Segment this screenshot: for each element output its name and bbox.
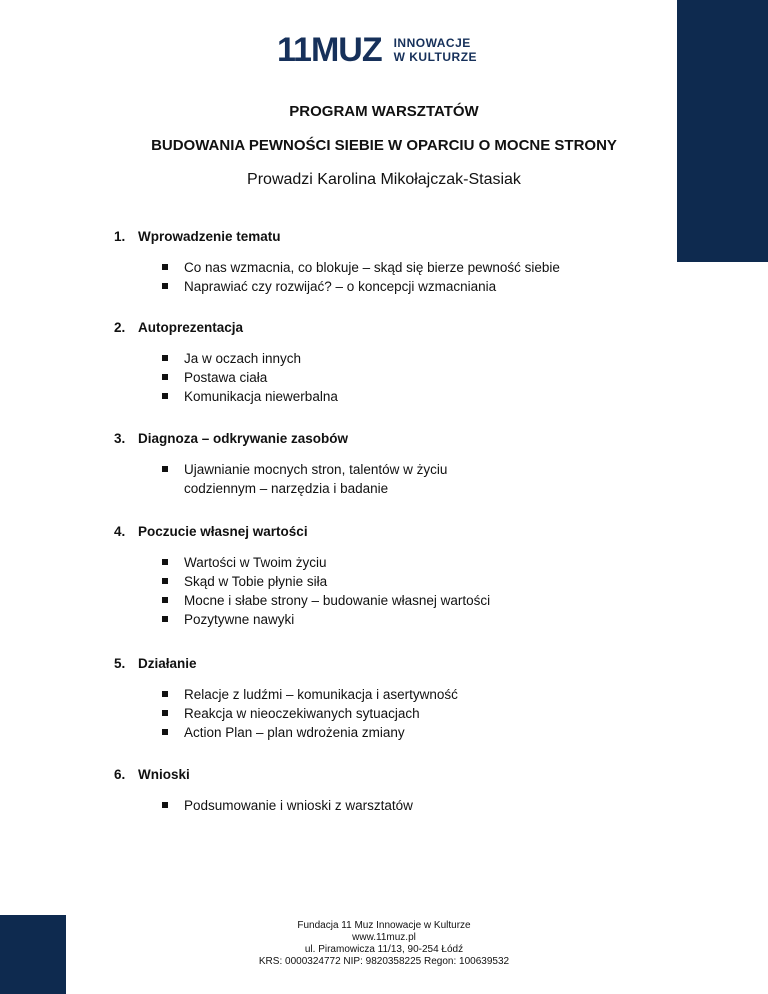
section-2 <box>114 320 654 406</box>
section-number: 6. <box>114 767 126 782</box>
footer <box>0 920 768 968</box>
decorative-band-top <box>677 0 768 262</box>
section-title: Diagnoza – odkrywanie zasobów <box>138 431 349 446</box>
section-title: Wnioski <box>138 767 190 782</box>
logo-tagline-line2: W KULTURZE <box>393 50 478 64</box>
list-item: Mocne i słabe strony – budowanie własnej wartości <box>162 591 654 610</box>
section-number: 1. <box>114 229 126 244</box>
page-title: PROGRAM WARSZTATÓW <box>289 103 479 120</box>
list-item: Naprawiać czy rozwijać? – o koncepcji wzmacniania <box>162 277 654 296</box>
list-item: Ujawnianie mocnych stron, talentów w życiu codziennym – narzędzia i badanie <box>162 460 502 498</box>
section-title: Poczucie własnej wartości <box>138 524 308 539</box>
footer-address: ul. Piramowicza 11/13, 90-254 Łódź <box>304 944 464 955</box>
page-subtitle: BUDOWANIA PEWNOŚCI SIEBIE W OPARCIU O MOCNE STRONY <box>151 137 617 154</box>
section-4 <box>114 524 654 629</box>
section-number: 3. <box>114 431 126 446</box>
logo-mark: 11MUZ <box>277 31 382 69</box>
section-6 <box>114 767 654 815</box>
section-number: 4. <box>114 524 126 539</box>
list-item: Relacje z ludźmi – komunikacja i asertywność <box>162 685 654 704</box>
list-item: Reakcja w nieoczekiwanych sytuacjach <box>162 704 654 723</box>
list-item: Co nas wzmacnia, co blokuje – skąd się bierze pewność siebie <box>162 258 654 277</box>
footer-registry: KRS: 0000324772 NIP: 9820358225 Regon: 100639532 <box>258 956 510 967</box>
list-item: Action Plan – plan wdrożenia zmiany <box>162 723 654 742</box>
host-line: Prowadzi Karolina Mikołajczak-Stasiak <box>247 171 521 188</box>
section-title: Wprowadzenie tematu <box>138 229 281 244</box>
logo-tagline-line1: INNOWACJE <box>393 36 471 50</box>
list-item: Skąd w Tobie płynie siła <box>162 572 654 591</box>
section-1 <box>114 229 654 296</box>
list-item: Pozytywne nawyki <box>162 610 654 629</box>
list-item: Ja w oczach innych <box>162 349 654 368</box>
footer-org: Fundacja 11 Muz Innowacje w Kulturze <box>297 920 471 931</box>
section-number: 2. <box>114 320 126 335</box>
section-3 <box>114 431 654 498</box>
section-title: Działanie <box>138 656 197 671</box>
list-item: Podsumowanie i wnioski z warsztatów <box>162 796 654 815</box>
section-5 <box>114 656 654 742</box>
section-title: Autoprezentacja <box>138 320 244 335</box>
footer-website: www.11muz.pl <box>352 932 416 943</box>
list-item: Komunikacja niewerbalna <box>162 387 654 406</box>
section-number: 5. <box>114 656 126 671</box>
list-item: Postawa ciała <box>162 368 654 387</box>
logo-tagline <box>394 36 477 64</box>
list-item: Wartości w Twoim życiu <box>162 553 654 572</box>
logo <box>277 30 477 70</box>
